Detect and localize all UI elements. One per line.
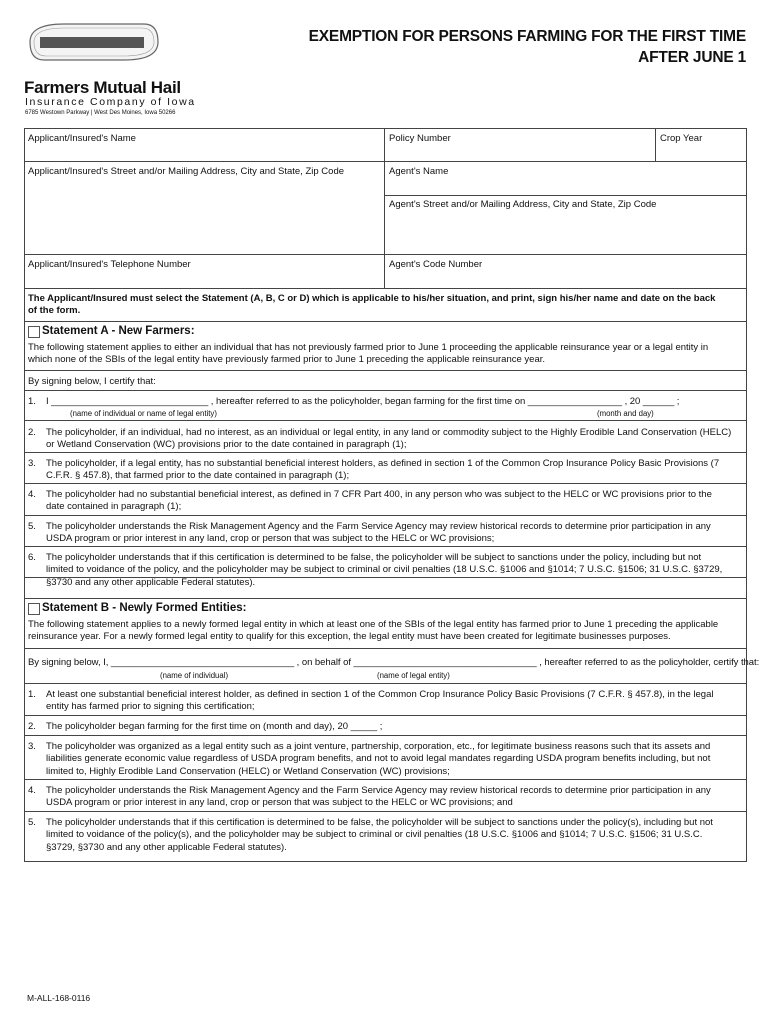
crop-year-field[interactable]: Crop Year bbox=[660, 133, 703, 144]
intro-line: The following statement applies to either an individual that has not previously farmed prior to June 1 proceeding the applicable reinsurance year or a legal entity in bbox=[28, 342, 709, 353]
item-number: 5. bbox=[28, 521, 36, 532]
list-item-text bbox=[46, 489, 743, 514]
company-address: 6785 Westown Parkway | West Des Moines, Iowa 50266 bbox=[25, 110, 176, 116]
statement-b-intro bbox=[28, 619, 744, 644]
item-number: 5. bbox=[28, 817, 36, 828]
list-item-line: USDA program or prior interest in any land, crop or person that was subject to the HELC or WC provisions; and bbox=[46, 797, 513, 809]
item-number: 2. bbox=[28, 427, 36, 438]
agent-code-field[interactable]: Agent's Code Number bbox=[389, 259, 483, 270]
list-item-line: At least one substantial beneficial interest holder, as defined in section 1 of the Common Crop Insurance Policy Basic Provisions (7 C.F.R. § 457.8), in the legal bbox=[46, 689, 714, 700]
item1-sub-left: (name of individual or name of legal entity) bbox=[70, 409, 217, 418]
agent-address-field[interactable]: Agent's Street and/or Mailing Address, City and State, Zip Code bbox=[389, 199, 657, 210]
intro-line: which none of the SBIs of the legal entity have previously farmed prior to June 1 preceding the applicable reinsurance year. bbox=[28, 354, 546, 366]
item1-sub-right: (month and day) bbox=[597, 409, 654, 418]
certify-sub-right: (name of legal entity) bbox=[377, 671, 450, 680]
list-item-text bbox=[46, 689, 743, 714]
form-title-line2: AFTER JUNE 1 bbox=[638, 49, 746, 66]
list-item-line: The policyholder understands that if this certification is determined to be false, the policyholder will be subject to sanctions under the policy, including but not bbox=[46, 552, 702, 563]
statement-b-title: Statement B - Newly Formed Entities: bbox=[42, 602, 247, 614]
applicant-phone-field[interactable]: Applicant/Insured's Telephone Number bbox=[28, 259, 191, 270]
section-divider bbox=[24, 598, 747, 599]
company-subtitle: Insurance Company of Iowa bbox=[25, 96, 196, 108]
list-item-line: limited to voidance of the policy(s), and the policyholder may be subject to criminal or civil penalties (18 U.S.C. §1006 and §1014; 7 U.S.C. §1506; 31 U.S.C. bbox=[46, 829, 703, 841]
list-item-text bbox=[46, 721, 743, 733]
item-divider bbox=[24, 715, 747, 716]
item-divider bbox=[24, 779, 747, 780]
list-item-line: The policyholder understands the Risk Management Agency and the Farm Service Agency may review historical records to determine prior participation in any bbox=[46, 521, 711, 532]
policy-number-field[interactable]: Policy Number bbox=[389, 133, 451, 144]
statement-b-certify[interactable]: By signing below, I, ___________________________________ , on behalf of ___________________________________ , hereafter referred to as the policyholder, certify that: bbox=[28, 657, 760, 668]
list-item-line: date contained in paragraph (1); bbox=[46, 501, 182, 513]
list-item-line: limited to voidance of the policy, and the policyholder may be subject to criminal or civil penalties (18 U.S.C. §1006 and §1014; 7 U.S.C. §1506; 31 U.S.C. §3729, bbox=[46, 564, 723, 576]
statement-a-checkbox[interactable] bbox=[28, 326, 40, 338]
grid-divider bbox=[24, 288, 747, 289]
section-divider bbox=[24, 321, 747, 322]
applicant-name-field[interactable]: Applicant/Insured's Name bbox=[28, 133, 136, 144]
list-item-text bbox=[46, 817, 743, 854]
section-divider bbox=[24, 648, 747, 649]
grid-divider bbox=[384, 128, 385, 288]
intro-line: The following statement applies to a newly formed legal entity in which at least one of the SBIs of the legal entity has farmed prior to June 1 preceding the applicable bbox=[28, 619, 719, 630]
item-divider bbox=[24, 811, 747, 812]
instruction-line: of the form. bbox=[28, 305, 81, 317]
list-item-line: The policyholder, if an individual, had no interest, as an individual or legal entity, in any land or commodity subject to the Highly Erodible Land Conservation (HELC) bbox=[46, 427, 732, 438]
form-number: M-ALL-168-0116 bbox=[27, 993, 91, 1003]
company-seal-logo bbox=[24, 20, 162, 64]
statement-b-checkbox[interactable] bbox=[28, 603, 40, 615]
item-number: 4. bbox=[28, 785, 36, 796]
item-number: 2. bbox=[28, 721, 36, 732]
section-divider bbox=[24, 420, 747, 421]
section-divider bbox=[24, 683, 747, 684]
grid-divider bbox=[655, 128, 656, 162]
item-number: 1. bbox=[28, 689, 36, 700]
certify-sub-left: (name of individual) bbox=[160, 671, 229, 680]
list-item-text bbox=[46, 741, 743, 778]
list-item-line: The policyholder was organized as a legal entity such as a joint venture, partnership, corporation, etc., for legitimate business reasons such that its assets and bbox=[46, 741, 711, 752]
list-item-text bbox=[46, 458, 743, 483]
list-item-line: The policyholder, if a legal entity, has no substantial beneficial interest holders, as defined in section 1 of the Common Crop Insurance Policy Basic Provisions (7 bbox=[46, 458, 720, 469]
grid-divider bbox=[384, 195, 747, 196]
list-item-line: The policyholder understands that if this certification is determined to be false, the policyholder will be subject to sanctions under the policy(s), including but not bbox=[46, 817, 713, 828]
list-item-line: C.F.R. § 457.8), that farmed prior to the date contained in paragraph (1); bbox=[46, 470, 350, 482]
agent-name-field[interactable]: Agent's Name bbox=[389, 166, 449, 177]
item-divider bbox=[24, 515, 747, 516]
list-item-line: §3729, §3730 and any other applicable Federal statutes). bbox=[46, 841, 287, 853]
grid-divider bbox=[24, 161, 747, 162]
grid-divider bbox=[24, 254, 747, 255]
list-item-text bbox=[46, 427, 743, 452]
item-divider bbox=[24, 735, 747, 736]
item-divider bbox=[24, 483, 747, 484]
item-divider bbox=[24, 452, 747, 453]
list-item-line: limited to, Highly Erodible Land Conservation (HELC) or Wetland Conservation (WC) provisions; bbox=[46, 765, 450, 777]
item-number: 4. bbox=[28, 489, 36, 500]
statement-a-certify: By signing below, I certify that: bbox=[28, 376, 156, 387]
form-title bbox=[309, 26, 746, 68]
list-item-line: §3730 and any other applicable Federal statutes). bbox=[46, 576, 256, 588]
list-item-line: or Wetland Conservation (WC) provisions prior to the date contained in paragraph (1); bbox=[46, 439, 407, 451]
list-item-line: The policyholder had no substantial beneficial interest, as defined in 7 CFR Part 400, in any person who was subject to the HELC or WC provisions prior to the bbox=[46, 489, 712, 500]
item-number: 6. bbox=[28, 552, 36, 563]
item-number: 1. bbox=[28, 396, 36, 407]
item-number: 3. bbox=[28, 458, 36, 469]
statement-a-item1[interactable]: I ______________________________ , hereafter referred to as the policyholder, began farming for the first time on __________________ , 20 ______ ; bbox=[46, 396, 680, 407]
section-divider bbox=[24, 370, 747, 371]
item-divider bbox=[24, 546, 747, 547]
list-item-text bbox=[46, 552, 743, 589]
list-item-line: liabilities generate economic value regardless of USDA program benefits, and not to avoid legal mandates regarding USDA program benefits including, but not bbox=[46, 753, 711, 765]
list-item-text bbox=[46, 785, 743, 810]
statement-a-title: Statement A - New Farmers: bbox=[42, 325, 195, 337]
instruction-line: The Applicant/Insured must select the Statement (A, B, C or D) which is applicable to his/her situation, and print, sign his/her name and date on the back bbox=[28, 293, 716, 304]
item-number: 3. bbox=[28, 741, 36, 752]
section-divider bbox=[24, 390, 747, 391]
company-name: Farmers Mutual Hail bbox=[24, 78, 181, 97]
list-item-line: The policyholder began farming for the first time on (month and day), 20 _____ ; bbox=[46, 721, 383, 732]
intro-line: reinsurance year. For a newly formed legal entity to qualify for this exception, the legal entity must have been created for legitimate businesses purposes. bbox=[28, 631, 671, 643]
list-item-line: The policyholder understands the Risk Management Agency and the Farm Service Agency may review historical records to determine prior participation in any bbox=[46, 785, 711, 796]
item-divider bbox=[24, 577, 747, 578]
instruction-text bbox=[28, 293, 744, 318]
statement-a-intro bbox=[28, 342, 744, 367]
list-item-text bbox=[46, 521, 743, 546]
list-item-line: USDA program or prior interest in any land, crop or person that was subject to the HELC or WC provisions; bbox=[46, 533, 495, 545]
form-title-line1: EXEMPTION FOR PERSONS FARMING FOR THE FIRST TIME bbox=[308, 28, 746, 45]
list-item-line: entity has farmed prior to signing this certification; bbox=[46, 701, 255, 713]
applicant-address-field[interactable]: Applicant/Insured's Street and/or Mailing Address, City and State, Zip Code bbox=[28, 166, 345, 177]
